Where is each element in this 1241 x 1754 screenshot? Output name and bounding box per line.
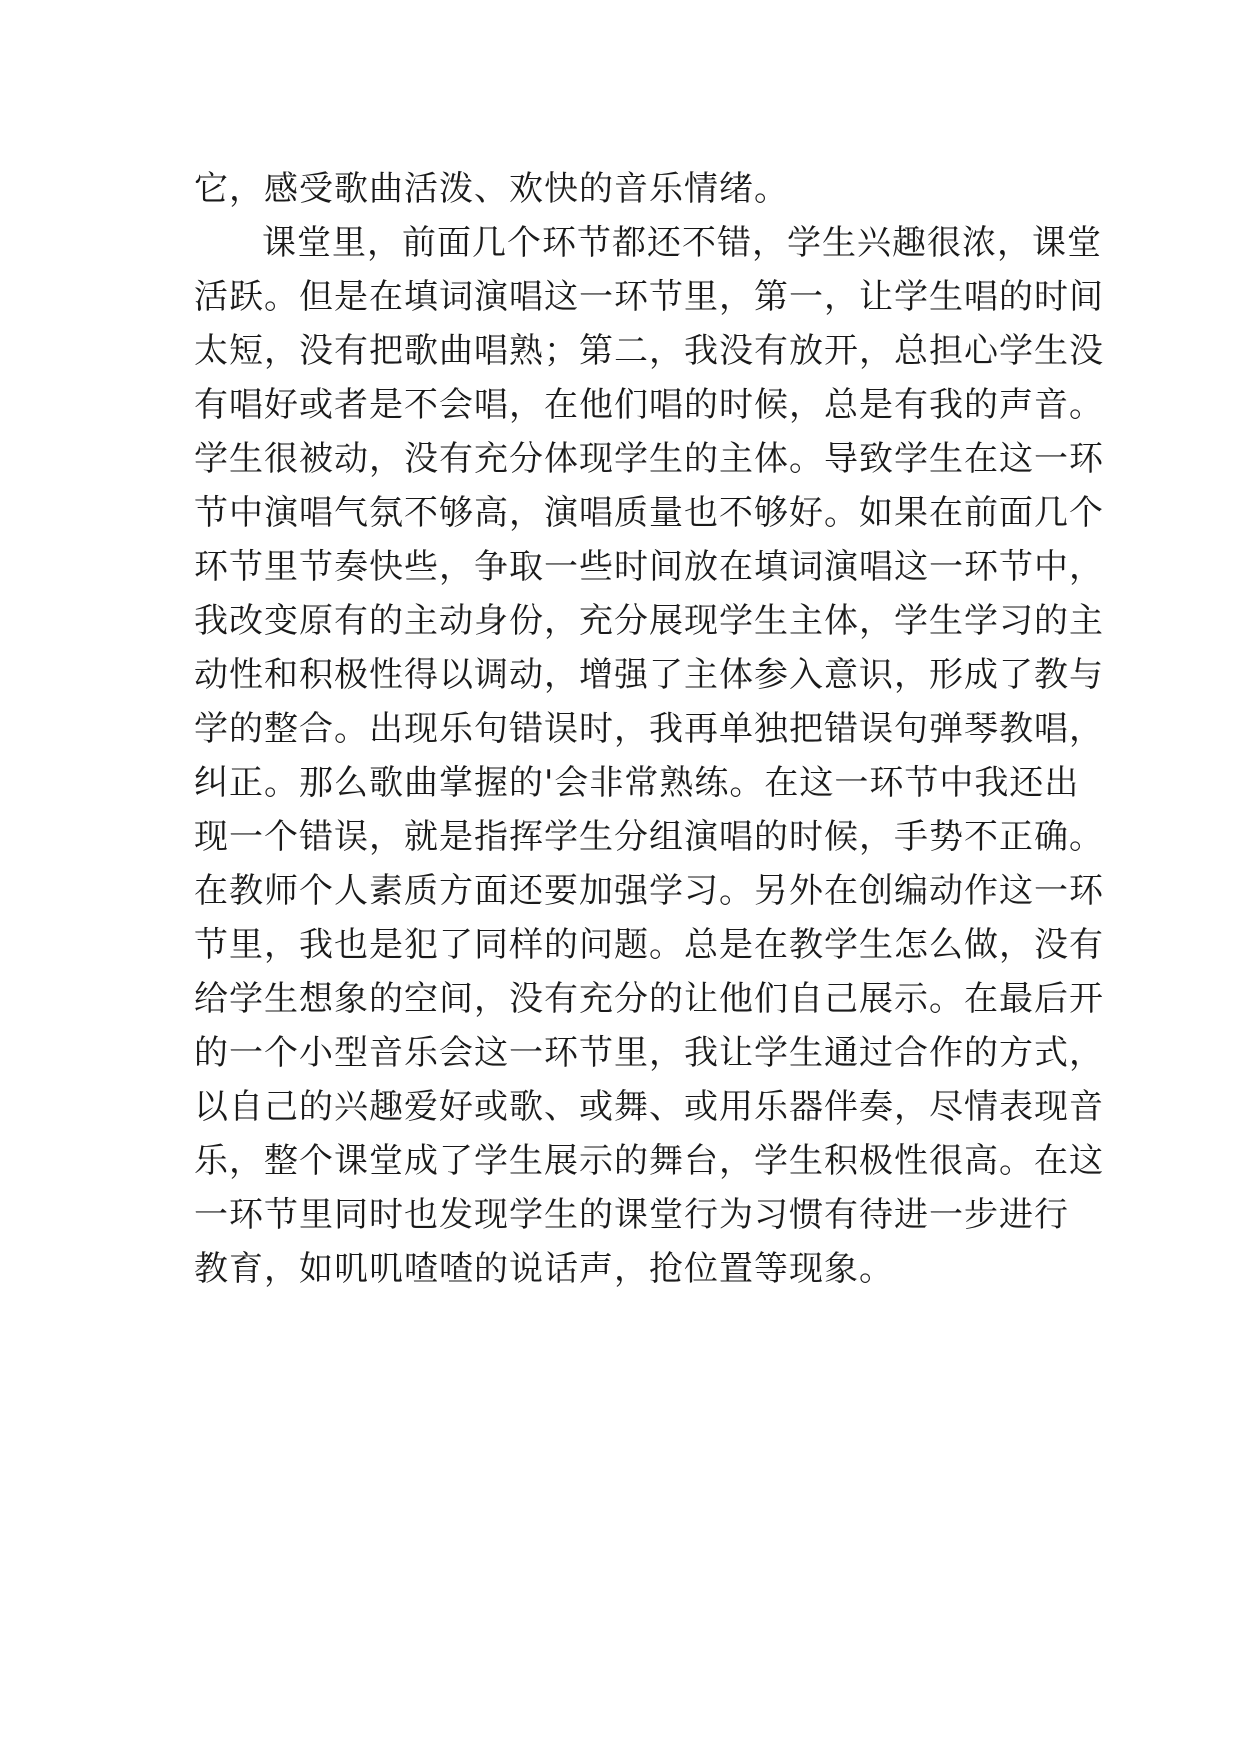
text-line: 活跃。但是在填词演唱这一环节里，第一，让学生唱的时间 [194,277,1104,317]
text-line: 动性和积极性得以调动，增强了主体参入意识，形成了教与 [194,655,1104,695]
text-line: 在教师个人素质方面还要加强学习。另外在创编动作这一环 [194,871,1104,911]
text-line: 一环节里同时也发现学生的课堂行为习惯有待进一步进行 [194,1195,1069,1235]
text-line: 乐，整个课堂成了学生展示的舞台，学生积极性很高。在这 [194,1141,1104,1181]
text-line: 的一个小型音乐会这一环节里，我让学生通过合作的方式， [194,1033,1104,1073]
text-line: 它，感受歌曲活泼、欢快的音乐情绪。 [194,169,789,209]
text-line: 节里，我也是犯了同样的问题。总是在教学生怎么做，没有 [194,925,1104,965]
text-line: 我改变原有的主动身份，充分展现学生主体，学生学习的主 [194,601,1104,641]
text-line: 学生很被动，没有充分体现学生的主体。导致学生在这一环 [194,439,1104,479]
text-line: 教育，如叽叽喳喳的说话声，抢位置等现象。 [194,1249,894,1289]
text-line: 现一个错误，就是指挥学生分组演唱的时候，手势不正确。 [194,817,1104,857]
text-line: 课堂里，前面几个环节都还不错，学生兴趣很浓，课堂 [262,223,1102,263]
text-line: 以自己的兴趣爱好或歌、或舞、或用乐器伴奏，尽情表现音 [194,1087,1104,1127]
text-line: 学的整合。出现乐句错误时，我再单独把错误句弹琴教唱， [194,709,1104,749]
text-line: 节中演唱气氛不够高，演唱质量也不够好。如果在前面几个 [194,493,1104,533]
text-line: 太短，没有把歌曲唱熟；第二，我没有放开，总担心学生没 [194,331,1104,371]
text-line: 给学生想象的空间，没有充分的让他们自己展示。在最后开 [194,979,1104,1019]
text-line: 环节里节奏快些，争取一些时间放在填词演唱这一环节中， [194,547,1104,587]
text-line: 纠正。那么歌曲掌握的'会非常熟练。在这一环节中我还出 [194,763,1080,803]
body-text [194,162,1104,1296]
text-line: 有唱好或者是不会唱，在他们唱的时候，总是有我的声音。 [194,385,1104,425]
